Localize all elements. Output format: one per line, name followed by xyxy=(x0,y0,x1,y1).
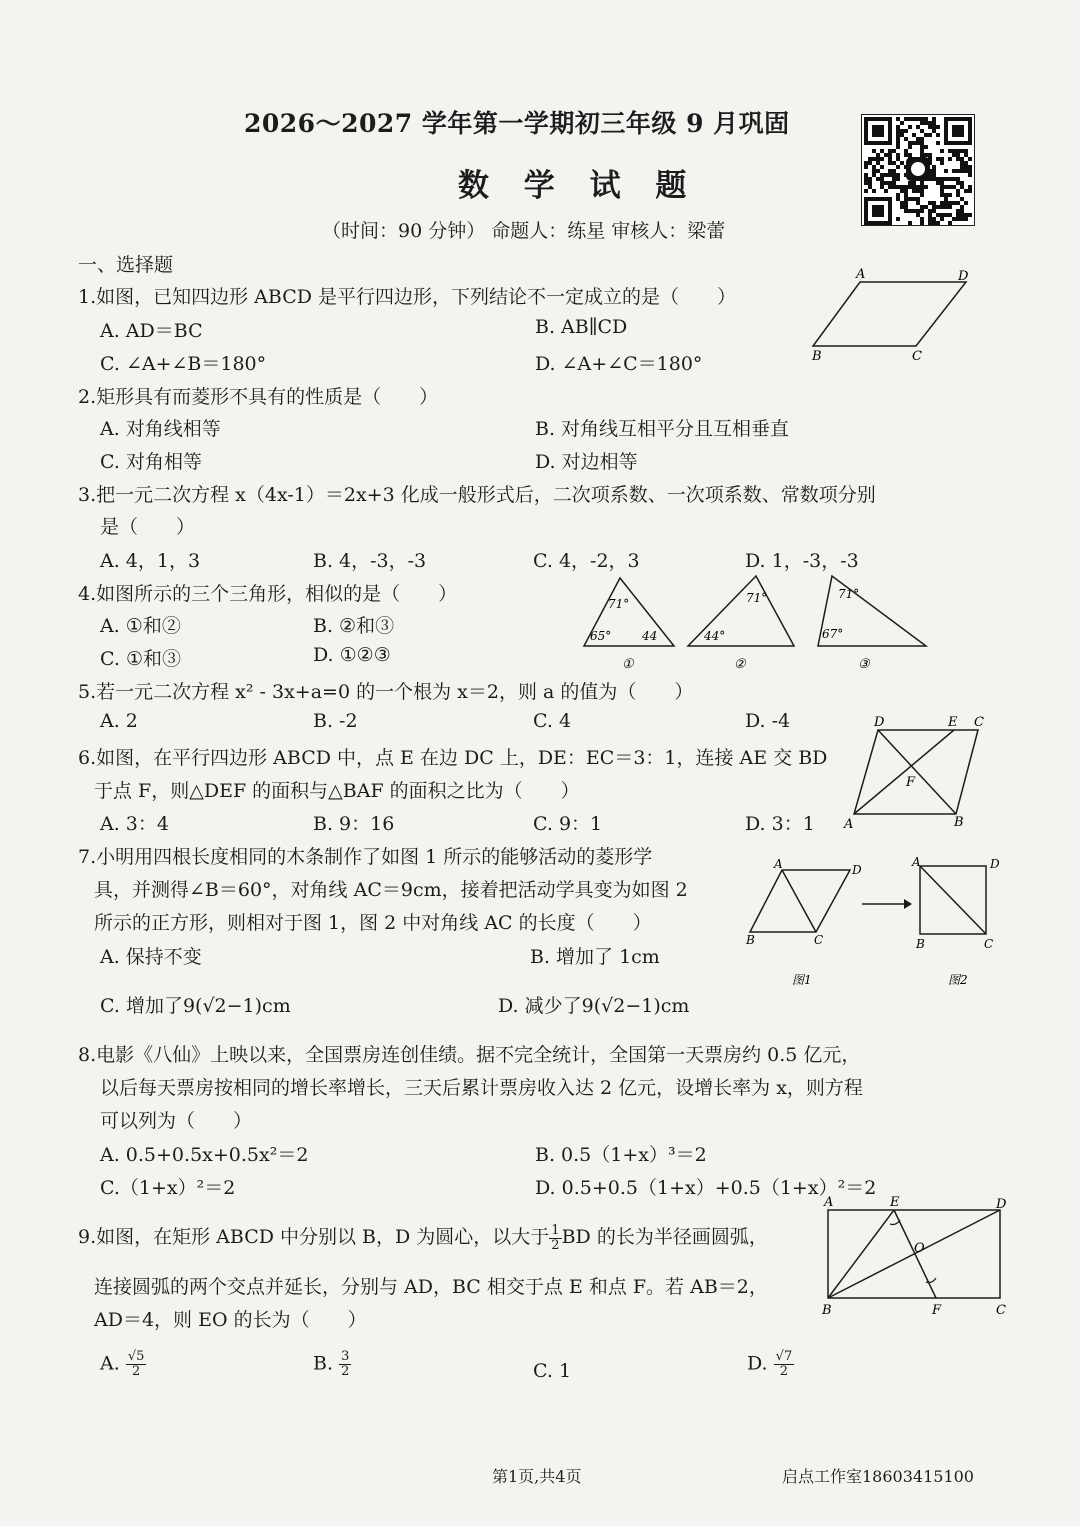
question-9-text-line3: AD＝4，则 EO 的长为（ ） xyxy=(94,1309,367,1331)
q8-option-d: D. 0.5+0.5（1+x）+0.5（1+x）²＝2 xyxy=(535,1177,877,1199)
q7-fig2-caption: 图2 xyxy=(948,973,968,987)
q9-label-b: B xyxy=(822,1303,832,1318)
q9-rectangle-figure xyxy=(818,1196,1014,1322)
q6-option-c: C. 9：1 xyxy=(533,813,603,835)
question-8-text-line2: 以后每天票房按相同的增长率增长，三天后累计票房收入达 2 亿元，设增长率为 x，则方程 xyxy=(100,1077,863,1099)
q1-option-d: D. ∠A+∠C＝180° xyxy=(535,353,703,375)
q9-half-num: 1 xyxy=(551,1222,560,1238)
q9-label-a: A xyxy=(824,1196,834,1210)
q1-label-b: B xyxy=(812,349,822,364)
question-5-text: 5.若一元二次方程 x² - 3x+a=0 的一个根为 x＝2，则 a 的值为（ ） xyxy=(78,681,694,703)
t1-top-angle: 71° xyxy=(608,597,630,611)
q9-option-a xyxy=(100,1350,146,1379)
q8-option-c: C.（1+x）²＝2 xyxy=(100,1177,236,1199)
q9-label-d: D xyxy=(996,1197,1007,1212)
exam-title: 2026～2027 学年第一学期初三年级 9 月巩固 xyxy=(244,109,790,138)
q6-parallelogram-figure xyxy=(840,712,990,832)
q6-label-f: F xyxy=(906,775,916,790)
q9-text-before-fraction: 9.如图，在矩形 ABCD 中分别以 B，D 为圆心，以大于 xyxy=(78,1226,550,1248)
q1-option-c: C. ∠A+∠B＝180° xyxy=(100,353,267,375)
q5-option-c: C. 4 xyxy=(533,710,572,732)
q7-fig1-label-d: D xyxy=(852,863,862,877)
q9-text-after-fraction: BD 的长为半径画圆弧， xyxy=(561,1226,768,1248)
q9-label-o: O xyxy=(914,1241,925,1256)
q9-option-b-prefix: B. xyxy=(313,1352,334,1375)
q3-option-a: A. 4，1，3 xyxy=(100,550,201,572)
q9-option-d-fraction: $\frac{√7}{2}$ xyxy=(775,1349,793,1379)
q7-fig2-label-a: A xyxy=(912,855,921,869)
q1-label-d: D xyxy=(958,269,969,284)
question-7-text-line2: 具，并测得∠B＝60°，对角线 AC＝9cm，接着把活动学具变为如图 2 xyxy=(94,879,688,901)
q9-option-a-prefix: A. xyxy=(100,1352,120,1375)
q6-label-b: B xyxy=(954,815,964,830)
q9-label-e: E xyxy=(890,1196,900,1210)
question-2-text: 2.矩形具有而菱形不具有的性质是（ ） xyxy=(78,386,439,408)
q6-label-c: C xyxy=(974,715,984,730)
q9-option-b-fraction: $\frac{3}{2}$ xyxy=(341,1349,350,1379)
q1-option-b: B. AB∥CD xyxy=(535,316,628,338)
q4-triangles-figure xyxy=(580,570,930,674)
question-7-text-line3: 所示的正方形，则相对于图 1，图 2 中对角线 AC 的长度（ ） xyxy=(94,912,652,934)
t2-left-angle: 44° xyxy=(704,629,726,643)
q7-fig1-label-b: B xyxy=(746,933,755,947)
q8-option-a: A. 0.5+0.5x+0.5x²＝2 xyxy=(100,1144,309,1166)
t2-top-angle: 71° xyxy=(746,591,768,605)
q5-option-b: B. -2 xyxy=(313,710,358,732)
t3-label: ③ xyxy=(858,657,870,672)
q7-option-b: B. 增加了 1cm xyxy=(530,946,660,968)
q7-fig1-label-a: A xyxy=(774,857,783,871)
q9-half-den: 2 xyxy=(551,1237,560,1253)
q1-option-a: A. AD＝BC xyxy=(100,320,203,342)
q4-option-c: C. ①和③ xyxy=(100,648,181,670)
q7-option-c: C. 增加了9(√2−1)cm xyxy=(100,995,291,1017)
q3-option-b: B. 4，-3，-3 xyxy=(313,550,427,572)
q9-option-d xyxy=(747,1350,794,1379)
q6-label-a: A xyxy=(844,817,854,832)
q8-option-b: B. 0.5（1+x）³＝2 xyxy=(535,1144,707,1166)
question-9-text-line2: 连接圆弧的两个交点并延长，分别与 AD，BC 相交于点 E 和点 F。若 AB＝2， xyxy=(94,1276,768,1298)
exam-meta: （时间：90 分钟） 命题人：练星 审核人：梁蕾 xyxy=(322,220,726,242)
question-8-text-line1: 8.电影《八仙》上映以来，全国票房连创佳绩。据不完全统计，全国第一天票房约 0.5 亿元， xyxy=(78,1044,861,1066)
q2-option-a: A. 对角线相等 xyxy=(100,418,221,440)
question-1-text: 1.如图，已知四边形 ABCD 是平行四边形，下列结论不一定成立的是（ ） xyxy=(78,286,737,308)
q9-label-f: F xyxy=(932,1303,942,1318)
q7-fig1-caption: 图1 xyxy=(792,973,812,987)
q7-fig2-label-d: D xyxy=(990,857,1000,871)
q7-option-d: D. 减少了9(√2−1)cm xyxy=(498,995,690,1017)
q5-option-d: D. -4 xyxy=(745,710,791,732)
q9-option-a-fraction: $\frac{√5}{2}$ xyxy=(127,1349,145,1379)
question-6-text-line2: 于点 F，则△DEF 的面积与△BAF 的面积之比为（ ） xyxy=(94,780,580,802)
q6-option-d: D. 3：1 xyxy=(745,813,815,835)
t2-label: ② xyxy=(734,657,746,672)
q9-option-d-prefix: D. xyxy=(747,1352,768,1375)
t3-left-angle: 67° xyxy=(822,627,844,641)
q7-rhombus-square-figure xyxy=(744,852,1004,992)
q1-label-a: A xyxy=(856,267,866,282)
question-7-text-line1: 7.小明用四根长度相同的木条制作了如图 1 所示的能够活动的菱形学 xyxy=(78,846,653,868)
q6-option-b: B. 9：16 xyxy=(313,813,395,835)
q6-option-a: A. 3：4 xyxy=(100,813,169,835)
q4-option-b: B. ②和③ xyxy=(313,615,395,637)
question-8-text-line3: 可以列为（ ） xyxy=(100,1110,253,1132)
q1-label-c: C xyxy=(912,349,922,364)
q3-option-d: D. 1，-3，-3 xyxy=(745,550,859,572)
t3-top-angle: 71° xyxy=(838,587,860,601)
t1-label: ① xyxy=(622,657,634,672)
q2-option-b: B. 对角线互相平分且互相垂直 xyxy=(535,418,790,440)
exam-subtitle: 数 学 试 题 xyxy=(458,168,699,204)
q7-fig1-label-c: C xyxy=(814,933,824,947)
t1-left-angle: 65° xyxy=(590,629,612,643)
q9-option-b xyxy=(313,1350,351,1379)
question-4-text: 4.如图所示的三个三角形，相似的是（ ） xyxy=(78,583,458,605)
q4-option-a: A. ①和② xyxy=(100,615,181,637)
q9-half-fraction xyxy=(549,1224,561,1253)
section-heading: 一、选择题 xyxy=(78,254,174,276)
q6-label-d: D xyxy=(874,715,885,730)
q2-option-d: D. 对边相等 xyxy=(535,451,638,473)
q4-option-d: D. ①②③ xyxy=(313,644,391,666)
q1-parallelogram-figure xyxy=(808,266,978,364)
question-6-text-line1: 6.如图，在平行四边形 ABCD 中，点 E 在边 DC 上，DE：EC＝3：1，连接 AE 交 BD xyxy=(78,747,828,769)
qr-code xyxy=(861,114,975,226)
q9-label-c: C xyxy=(996,1303,1006,1318)
question-3-text-line2: 是（ ） xyxy=(100,516,196,538)
q7-fig2-label-b: B xyxy=(916,937,925,951)
t1-right-angle: 44 xyxy=(642,629,658,643)
q7-fig2-label-c: C xyxy=(984,937,994,951)
question-3-text-line1: 3.把一元二次方程 x（4x-1）＝2x+3 化成一般形式后，二次项系数、一次项系数、常数项分别 xyxy=(78,484,876,506)
q5-option-a: A. 2 xyxy=(100,710,138,732)
studio-contact: 启点工作室18603415100 xyxy=(782,1467,974,1486)
q6-label-e: E xyxy=(948,715,958,730)
q3-option-c: C. 4，-2，3 xyxy=(533,550,640,572)
q7-option-a: A. 保持不变 xyxy=(100,946,202,968)
q9-option-c: C. 1 xyxy=(533,1360,572,1382)
q2-option-c: C. 对角相等 xyxy=(100,451,202,473)
question-9-text-line1 xyxy=(78,1222,768,1253)
page-number: 第1页,共4页 xyxy=(492,1467,582,1486)
